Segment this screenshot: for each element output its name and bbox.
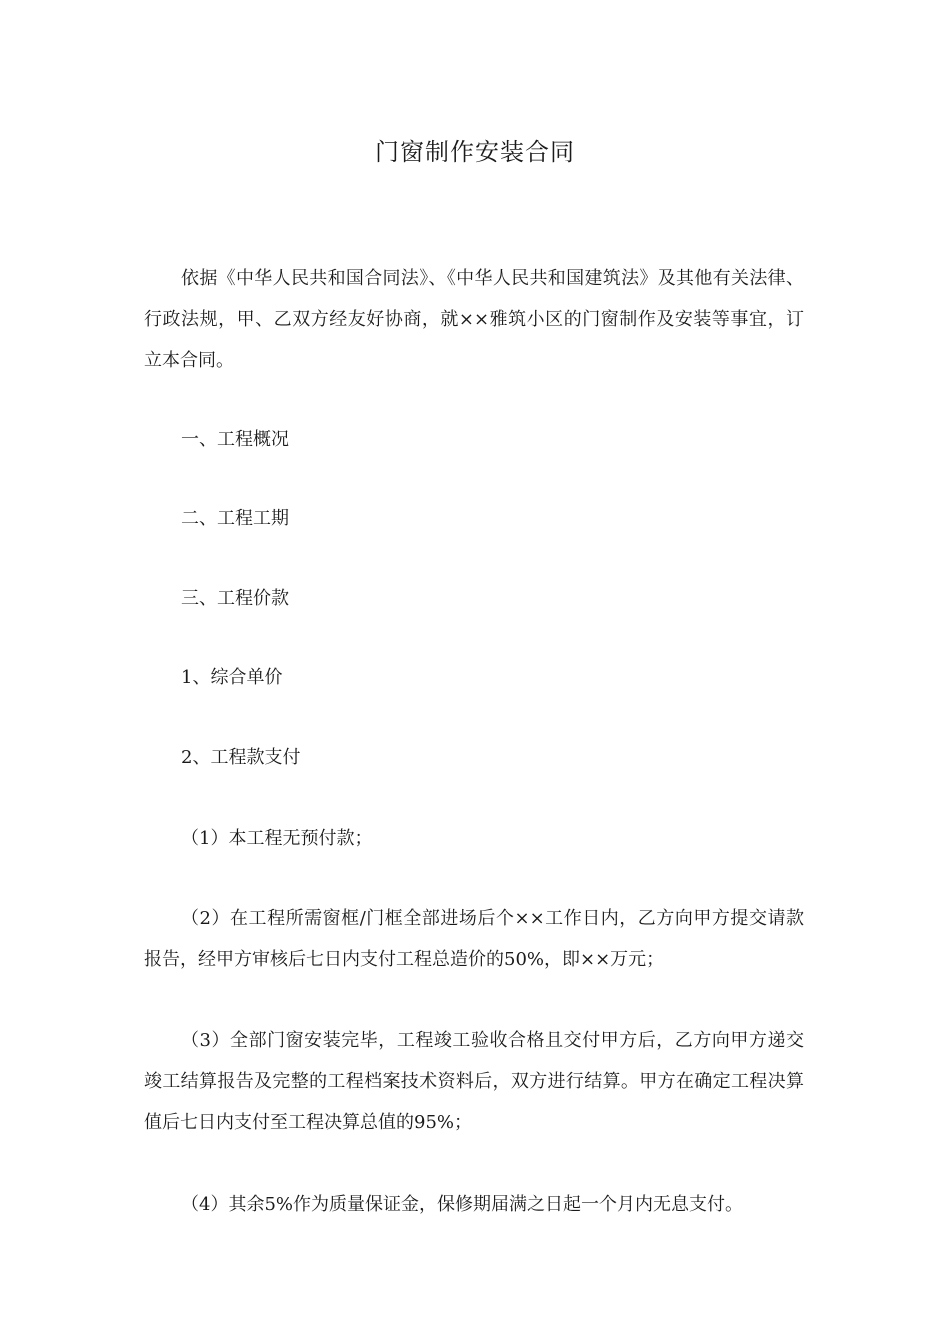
- section-heading-price: 三、工程价款: [181, 588, 289, 609]
- section-heading-overview: 一、工程概况: [181, 429, 289, 450]
- payment-clause-1: （1）本工程无预付款；: [181, 828, 373, 849]
- item-payment: 2、工程款支付: [181, 747, 301, 768]
- item-unit-price: 1、综合单价: [181, 667, 283, 688]
- document-title: 门窗制作安装合同: [375, 138, 575, 166]
- payment-clause-2: （2）在工程所需窗框/门框全部进场后个××工作日内，乙方向甲方提交请款报告，经甲方审核后七日内支付工程总造价的50%，即××万元；: [144, 908, 804, 970]
- intro-paragraph: 依据《中华人民共和国合同法》、《中华人民共和国建筑法》及其他有关法律、行政法规，甲、乙双方经友好协商，就××雅筑小区的门窗制作及安装等事宜，订立本合同。: [144, 268, 804, 371]
- section-heading-schedule: 二、工程工期: [181, 508, 289, 529]
- payment-clause-4: （4）其余5%作为质量保证金，保修期届满之日起一个月内无息支付。: [181, 1194, 744, 1215]
- payment-clause-3: （3）全部门窗安装完毕，工程竣工验收合格且交付甲方后，乙方向甲方递交竣工结算报告及完整的工程档案技术资料后，双方进行结算。甲方在确定工程决算值后七日内支付至工程决算总值的95%；: [144, 1030, 804, 1133]
